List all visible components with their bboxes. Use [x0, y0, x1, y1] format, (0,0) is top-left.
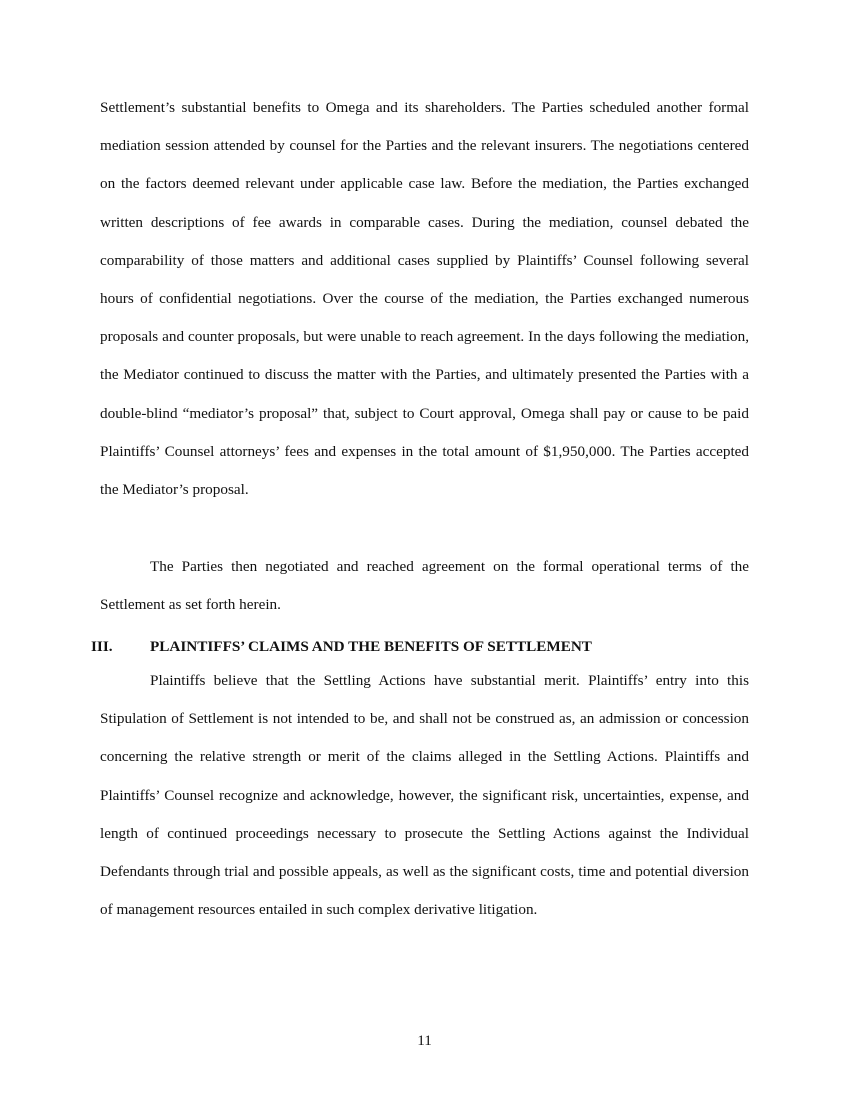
paragraph-continued: Settlement’s substantial benefits to Omega and its shareholders. The Parties scheduled another formal mediation session attended by counsel for the Parties and the relevant insurers. The negotiations centered on the factors deemed relevant under applicable case law. Before the mediation, the Parties exchanged written descriptions of fee awards in comparable cases. During the mediation, counsel debated the comparability of those matters and additional cases supplied by Plaintiffs’ Counsel following several hours of confidential negotiations. Over the course of the mediation, the Parties exchanged numerous proposals and counter proposals, but were unable to reach agreement. In the days following the mediation, the Mediator continued to discuss the matter with the Parties, and ultimately presented the Parties with a double-blind “mediator’s proposal” that, subject to Court approval, Omega shall pay or cause to be paid Plaintiffs’ Counsel attorneys’ fees and expenses in the total amount of $1,950,000. The Parties accepted the Mediator’s proposal.: [100, 99, 749, 499]
section-title: PLAINTIFFS’ CLAIMS AND THE BENEFITS OF SETTLEMENT: [150, 638, 592, 655]
section-heading: [91, 628, 751, 666]
page-number: 11: [417, 1032, 432, 1049]
paragraph-settlement-terms: The Parties then negotiated and reached agreement on the formal operational terms of the Settlement as set forth herein.: [100, 558, 749, 614]
section-number: III.: [91, 638, 113, 655]
paragraph-plaintiffs-claims: Plaintiffs believe that the Settling Actions have substantial merit. Plaintiffs’ entry into this Stipulation of Settlement is not intended to be, and shall not be construed as, an admission or concession concerning the relative strength or merit of the claims alleged in the Settling Actions. Plaintiffs and Plaintiffs’ Counsel recognize and acknowledge, however, the significant risk, uncertainties, expense, and length of continued proceedings necessary to prosecute the Settling Actions against the Individual Defendants through trial and possible appeals, as well as the significant costs, time and potential diversion of management resources entailed in such complex derivative litigation.: [100, 672, 749, 919]
